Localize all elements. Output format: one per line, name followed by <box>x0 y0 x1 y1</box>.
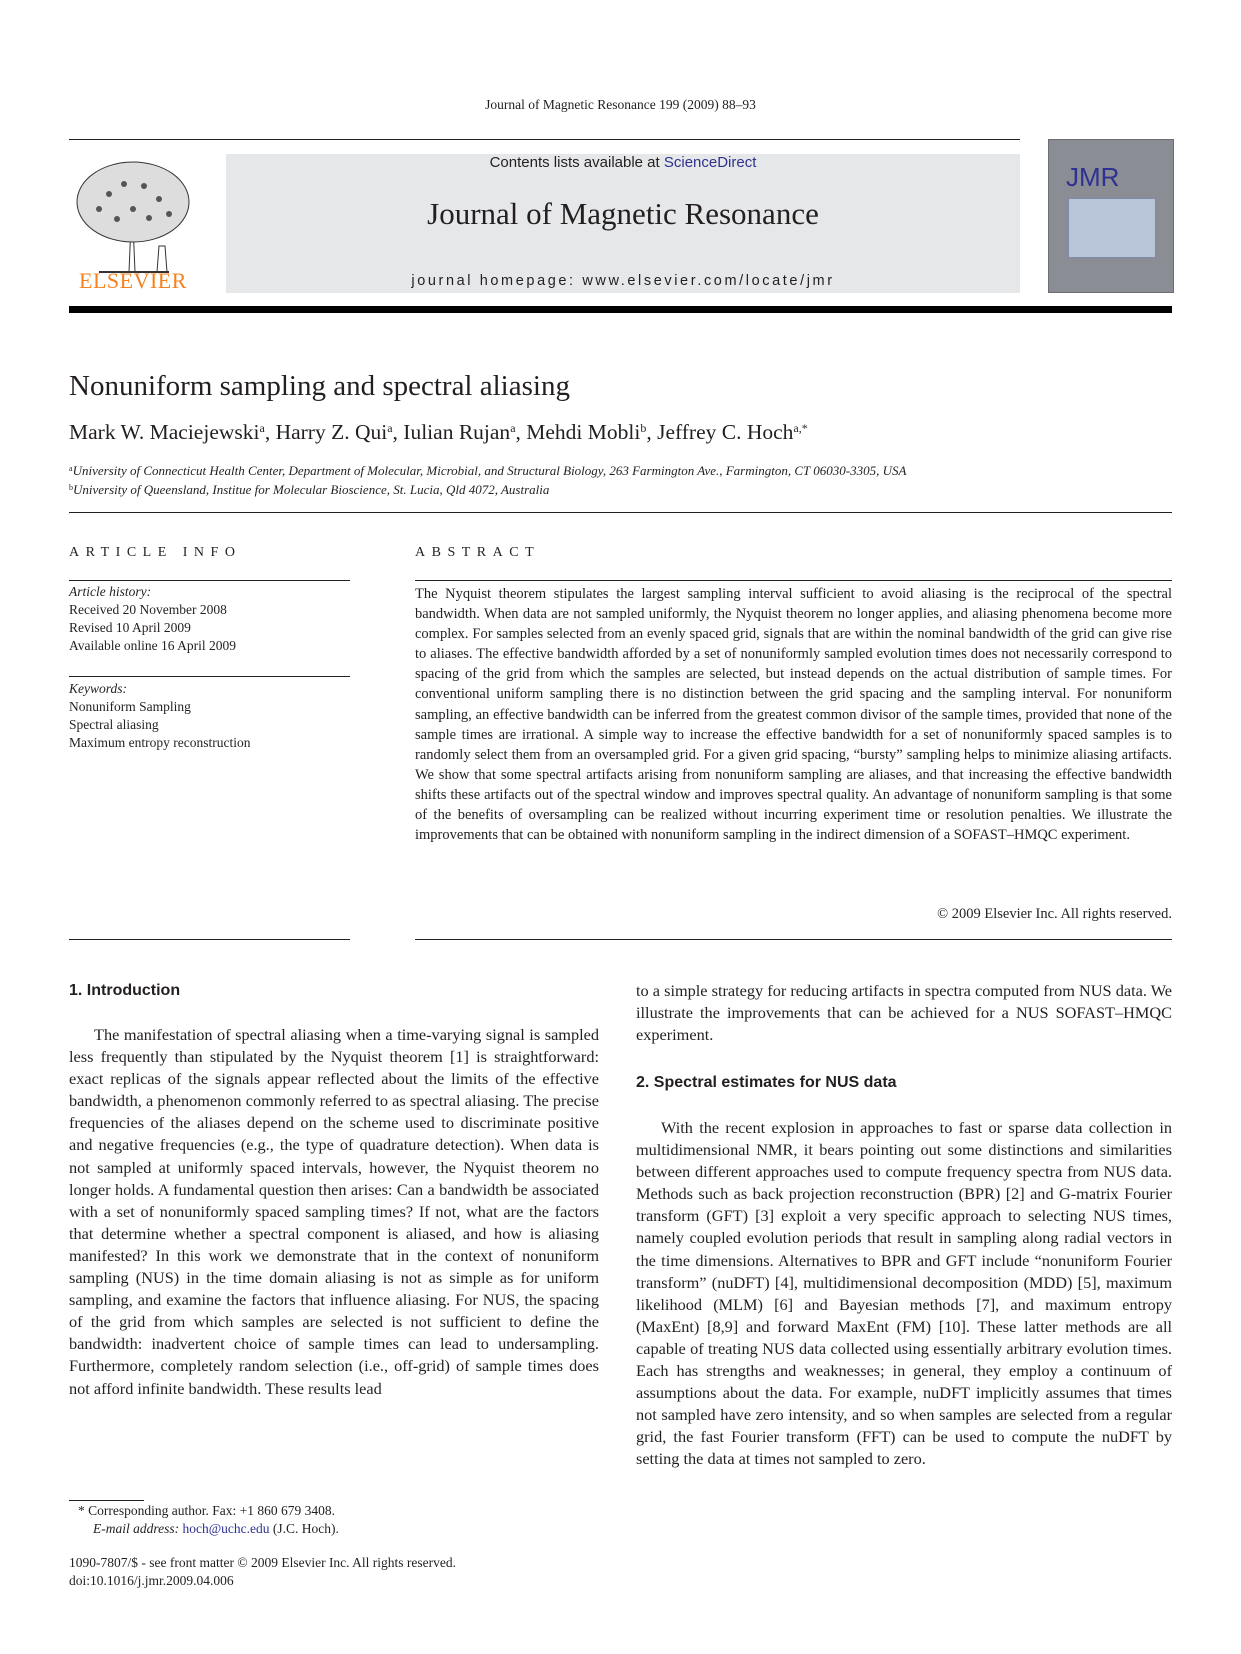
abstract-heading: ABSTRACT <box>415 545 541 560</box>
article-title: Nonuniform sampling and spectral aliasing <box>69 370 570 402</box>
cover-title: JMR <box>1066 162 1120 192</box>
keyword: Maximum entropy reconstruction <box>69 735 251 750</box>
affiliation <box>69 463 906 479</box>
author-name: Mark W. Maciejewski <box>69 420 260 444</box>
keywords-label: Keywords: <box>69 681 127 696</box>
corresponding-author-footnote: * Corresponding author. Fax: +1 860 679 3408. <box>78 1503 335 1518</box>
intro-continued-paragraph: to a simple strategy for reducing artifacts in spectra computed from NUS data. We illustrate the improvements that can be achieved for a NUS SOFAST–HMQC experiment. <box>636 981 1172 1045</box>
footnote-text: Corresponding author. Fax: +1 860 679 3408. <box>88 1503 335 1518</box>
email-footnote <box>93 1521 339 1537</box>
email-label: E-mail address: <box>93 1521 183 1536</box>
intro-paragraph: The manifestation of spectral aliasing when a time-varying signal is sampled less frequently than stipulated by the Nyquist theorem [1] is straightforward: exact replicas of the signals appear reflected about the limits of the effective bandwidth, a phenomenon commonly referred to as spectral aliasing. The precise frequencies of the aliases depend on the scheme used to discriminate positive and negative frequencies (e.g., the type of quadrature detection). When data is not sampled at uniformly spaced intervals, however, the Nyquist theorem no longer holds. A fundamental question then arises: Can a bandwidth be associated with a set of nonuniformly spaced sampling times? If not, what are the factors that determine whether a spectral component is aliased, and how is aliasing manifested? In this work we demonstrate that in the context of nonuniform sampling (NUS) in the time domain aliasing is not as simple as for uniform sampling, and examine the factors that influence aliasing. For NUS, the spacing of the grid from which samples are selected is not sufficient to define the bandwidth: inadvertent choice of sample times can lead to undersampling. Furthermore, completely random selection (i.e., off-grid) of sample times does not afford infinite bandwidth. These results lead <box>69 1025 599 1398</box>
abstract-copyright: © 2009 Elsevier Inc. All rights reserved. <box>937 906 1172 922</box>
article-info-heading: ARTICLE INFO <box>69 545 242 560</box>
divider <box>69 580 350 581</box>
divider <box>69 939 350 940</box>
issn-line: 1090-7807/$ - see front matter © 2009 Elsevier Inc. All rights reserved. <box>69 1555 457 1570</box>
divider <box>415 939 1172 940</box>
author-name: Mehdi Mobli <box>526 420 641 444</box>
journal-name: Journal of Magnetic Resonance <box>427 196 819 231</box>
keyword: Spectral aliasing <box>69 717 159 732</box>
affiliation <box>69 482 549 498</box>
footnote-rule <box>69 1500 144 1501</box>
section-heading: 2. Spectral estimates for NUS data <box>636 1074 897 1091</box>
running-head: Journal of Magnetic Resonance 199 (2009) 88–93 <box>485 97 756 112</box>
author-list: Mark W. Maciejewski$^a$, Harry Z. Qui$^a$, Iulian Rujan$^a$, Mehdi Mobli$^b$, Jeffrey C. Hoch$^{a,*}$ <box>69 420 808 444</box>
article-history <box>69 583 236 655</box>
email-link[interactable]: hoch@uchc.edu <box>182 1521 270 1536</box>
history-label: Article history: <box>69 584 152 599</box>
section-heading: 1. Introduction <box>69 982 181 999</box>
divider <box>69 676 350 677</box>
divider <box>415 580 1172 581</box>
author-affiliation-mark: a <box>259 421 265 435</box>
author-affiliation-mark: a,* <box>793 421 808 435</box>
elsevier-logo-text: ELSEVIER <box>79 268 187 293</box>
author-affiliation-mark: b <box>640 421 647 435</box>
keywords <box>69 680 250 752</box>
affiliation-text: University of Queensland, Institue for Molecular Bioscience, St. Lucia, Qld 4072, Australia <box>73 482 550 497</box>
author-name: Harry Z. Qui <box>275 420 388 444</box>
author-name: Jeffrey C. Hoch <box>657 420 794 444</box>
author-affiliation-mark: a <box>510 421 516 435</box>
online-date: Available online 16 April 2009 <box>69 638 236 653</box>
top-rule <box>69 139 1020 140</box>
section2-paragraph: With the recent explosion in approaches to fast or sparse data collection in multidimensional NMR, it bears pointing out some distinctions and similarities between different approaches used to compute frequency spectra from NUS data. Methods such as back projection reconstruction (BPR) [2] and G-matrix Fourier transform (GFT) [3] exploit a very specific approach to selecting NUS times, namely coupled evolution periods that result in sampling along radial vectors in the time dimensions. Alternatives to BPR and GFT include “nonuniform Fourier transform” (nuDFT) [4], multidimensional decomposition (MDD) [5], maximum likelihood (MLM) [6] and Bayesian methods [7], and maximum entropy (MaxEnt) [8,9] and forward MaxEnt (FM) [10]. These latter methods are all capable of treating NUS data collected using essentially arbitrary evolution times. Each has strengths and weaknesses; in general, they employ a continuum of assumptions about the data. For example, nuDFT implicitly assumes that times not sampled have zero intensity, and so when samples are selected from a regular grid, the fast Fourier transform (FFT) can be used to compute the nuDFT by setting the data at times not sampled to zero. <box>636 1118 1172 1469</box>
header-thick-rule <box>69 306 1172 313</box>
revised-date: Revised 10 April 2009 <box>69 620 191 635</box>
received-date: Received 20 November 2008 <box>69 602 227 617</box>
contents-prefix: Contents lists available at <box>489 154 664 171</box>
author-name: Iulian Rujan <box>403 420 511 444</box>
sciencedirect-link[interactable]: ScienceDirect <box>663 154 757 171</box>
abstract-text: The Nyquist theorem stipulates the largest sampling interval sufficient to avoid aliasing is the reciprocal of the spectral bandwidth. When data are not sampled uniformly, the Nyquist theorem no longer applies, and aliasing phenomena become more complex. For samples selected from an evenly spaced grid, signals that are within the nominal bandwidth of the grid can give rise to aliases. The effective bandwidth afforded by a set of nonuniformly sampled evolution times does not necessarily correspond to spacing of the grid from which the samples are selected, but instead depends on the actual distribution of sample times. For conventional uniform sampling there is no distinction between the grid spacing and the sampling interval. For nonuniform sampling, an effective bandwidth can be inferred from the greatest common divisor of the sample times, provided that none of the sample times are irrational. A simple way to increase the effective bandwidth for a set of nonuniformly spaced samples is to randomly select them from an oversampled grid. For a given grid spacing, “bursty” sampling helps to minimize aliasing artifacts. We show that some spectral artifacts arising from nonuniform sampling are aliases, and that increasing the effective bandwidth shifts these artifacts out of the spectral window and improves spectral quality. An advantage of nonuniform sampling is that some of the benefits of oversampling can be realized without incurring experiment time or resolution penalties. We illustrate the improvements that can be obtained with nonuniform sampling in the indirect dimension of a SOFAST–HMQC experiment. <box>415 586 1172 844</box>
affiliation-mark: b <box>69 483 73 492</box>
email-suffix: (J.C. Hoch). <box>269 1521 339 1536</box>
doi-link[interactable]: doi:10.1016/j.jmr.2009.04.006 <box>69 1573 234 1588</box>
divider <box>69 512 1172 513</box>
affiliation-mark: a <box>69 464 73 473</box>
journal-homepage-link[interactable]: journal homepage: www.elsevier.com/locate/jmr <box>411 273 835 289</box>
author-affiliation-mark: a <box>387 421 393 435</box>
keyword: Nonuniform Sampling <box>69 699 191 714</box>
contents-line <box>226 154 1020 171</box>
affiliation-text: University of Connecticut Health Center, Department of Molecular, Microbial, and Structural Biology, 263 Farmington Ave., Farmington, CT 06030-3305, USA <box>72 463 907 478</box>
cover-figure <box>1068 198 1156 258</box>
